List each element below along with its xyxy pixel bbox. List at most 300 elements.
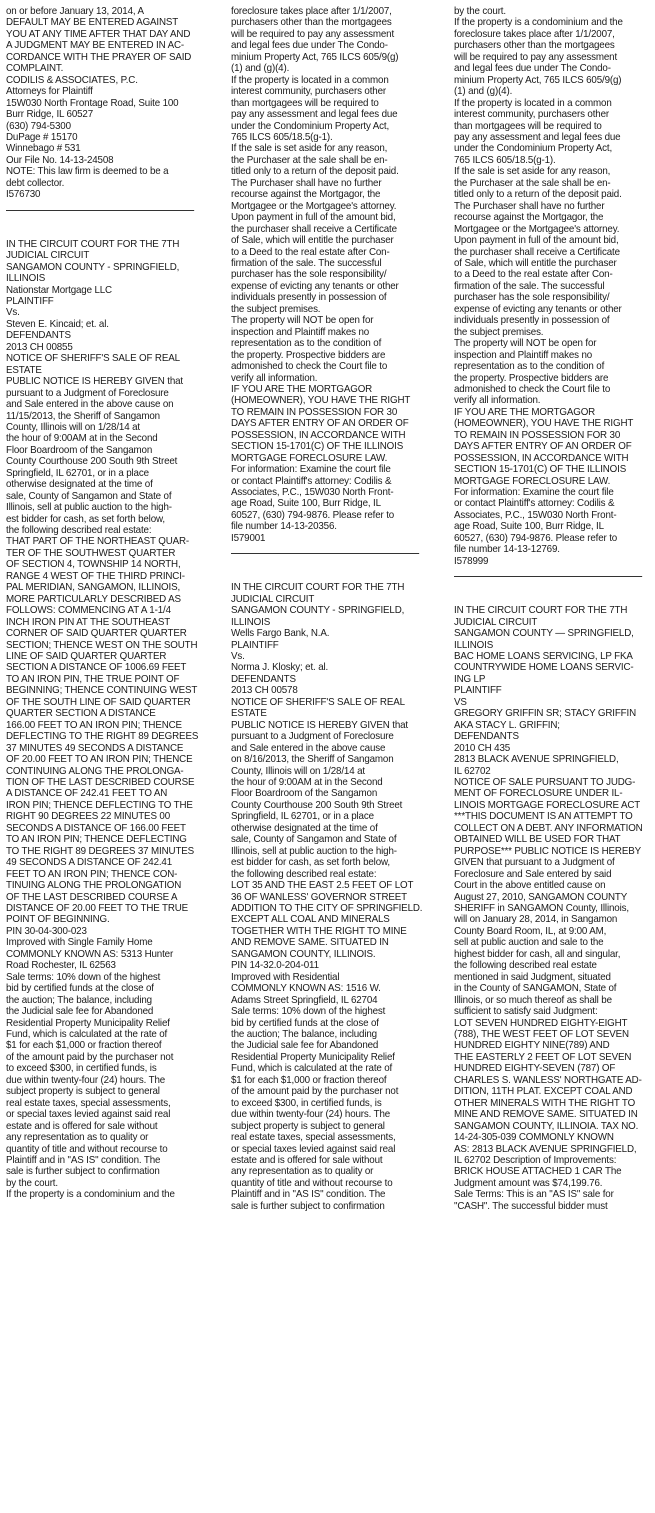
notice-line: DEFLECTING TO THE RIGHT 89 DEGREES: [6, 731, 199, 743]
notice-line: admonished to check the Court file to: [454, 383, 611, 395]
notice-line: IL 62702 Description of Improvements:: [454, 1154, 617, 1166]
notice-line: Springfield, IL 62701, or in a place: [6, 467, 149, 479]
notice-line: JUDICIAL CIRCUIT: [454, 616, 538, 628]
notice-line: PIN 14-32.0-204-011: [231, 960, 319, 972]
notice-line: If the sale is set aside for any reason,: [454, 166, 611, 178]
notice-line: est bidder for cash, as set forth below,: [231, 857, 390, 869]
notice-line: $1 for each $1,000 or fraction thereof: [231, 1074, 387, 1086]
notice-line: of Sale, which will entitle the purchaser: [454, 257, 617, 269]
notice-line: will be required to pay any assessment: [454, 51, 618, 63]
notice-line: MORE PARTICULARLY DESCRIBED AS: [6, 593, 181, 605]
notice-line: any representation as to quality or: [6, 1132, 149, 1144]
notice-divider: [454, 576, 642, 577]
notice-line: will be required to pay any assessment: [231, 28, 395, 40]
notice-line: purchasers other than the mortgagees: [454, 40, 615, 52]
notice-line: Floor Boardroom of the Sangamon: [231, 788, 378, 800]
notice-line: (1) and (g)(4).: [454, 86, 513, 98]
notice-line: Improved with Single Family Home: [6, 937, 153, 949]
notice-line: NOTE: This law firm is deemed to be a: [6, 166, 169, 178]
notice-line: MORTGAGE FORECLOSURE LAW.: [454, 475, 611, 487]
notice-line: Sale Terms: This is an "AS IS" sale for: [454, 1189, 614, 1201]
notice-line: COMMONLY KNOWN AS: 5313 Hunter: [6, 948, 174, 960]
notice-line: DAYS AFTER ENTRY OF AN ORDER OF: [454, 441, 632, 453]
notice-line: sale is further subject to confirmation: [6, 1166, 160, 1178]
notice-line: Upon payment in full of the amount bid,: [454, 235, 619, 247]
notice-line: INCH IRON PIN AT THE SOUTHEAST: [6, 616, 171, 628]
notice-line: RANGE 4 WEST OF THE THIRD PRINCI-: [6, 570, 185, 582]
notice-line: ***THIS DOCUMENT IS AN ATTEMPT TO: [454, 811, 633, 823]
notice-line: foreclosure takes place after 1/1/2007,: [231, 6, 392, 17]
notice-line: the hour of 9:00AM at in the Second: [6, 433, 158, 445]
notice-line: Residential Property Municipality Relief: [231, 1051, 395, 1063]
notice-line: Illinois, sell at public auction to the high-: [231, 845, 397, 857]
notice-line: For information: Examine the court file: [454, 487, 614, 499]
notice-line: Associates, P.C., 15W030 North Front-: [454, 509, 617, 521]
notice-line: IN THE CIRCUIT COURT FOR THE 7TH: [6, 238, 180, 250]
notice-line: PAL MERIDIAN, SANGAMON, ILLINOIS,: [6, 582, 181, 594]
notice-line: TO REMAIN IN POSSESSION FOR 30: [231, 406, 398, 418]
notice-line: DAYS AFTER ENTRY OF AN ORDER OF: [231, 418, 409, 430]
notice-line: 36 OF WANLESS' GOVERNOR STREET: [231, 891, 407, 903]
notice-line: and legal fees due under The Condo-: [454, 63, 611, 75]
notice-line: TOGETHER WITH THE RIGHT TO MINE: [231, 925, 407, 937]
notice-line: For information: Examine the court file: [231, 464, 391, 476]
notice-line: the subject premises.: [454, 326, 544, 338]
notice-line: verify all information.: [231, 372, 318, 384]
notice-line: representation as to the condition of: [231, 338, 382, 350]
notice-line: expense of evicting any tenants or other: [454, 303, 622, 315]
notice-line: OF THE SOUTH LINE OF SAID QUARTER: [6, 696, 191, 708]
notice-line: POINT OF BEGINNING.: [6, 914, 110, 926]
notice-line: 2013 CH 00578: [231, 685, 298, 697]
notice-line: sufficient to satisfy said Judgment:: [454, 1006, 598, 1018]
notice-line: the following described real estate:: [6, 525, 152, 537]
notice-line: Improved with Residential: [231, 971, 340, 983]
notice-line: debt collector.: [6, 177, 65, 189]
column-2: [231, 6, 425, 1212]
notice-line: Floor Boardroom of the Sangamon: [6, 444, 153, 456]
notice-line: HUNDRED EIGHTY-SEVEN (787) OF: [454, 1063, 616, 1075]
notice-line: Winnebago # 531: [6, 143, 81, 155]
notice-line: firmation of the sale. The successful: [454, 280, 605, 292]
notice-line: DEFENDANTS: [6, 330, 71, 342]
notice-line: County, Illinois will on 1/28/14 at: [6, 421, 140, 433]
notice-line: County Courthouse 200 South 9th Street: [6, 456, 178, 468]
notice-line: Plaintiff and in "AS IS" condition. The: [6, 1154, 161, 1166]
notice-line: If the property is a condominium and the: [454, 17, 623, 29]
notice-line: verify all information.: [454, 395, 541, 407]
notice-line: If the property is a condominium and the: [6, 1189, 175, 1201]
notice-line: VS: [454, 696, 467, 708]
notice-line: Attorneys for Plaintiff: [6, 86, 93, 98]
notice-line: ILLINOIS: [6, 273, 46, 285]
notice-line: HUNDRED EIGHTY NINE(789) AND: [454, 1040, 610, 1052]
notice-line: sell at public auction and sale to the: [454, 937, 604, 949]
notice-line: to exceed $300, in certified funds, is: [231, 1097, 382, 1109]
notice-line: age Road, Suite 100, Burr Ridge, IL: [231, 498, 381, 510]
notice-line: bid by certified funds at the close of: [231, 1017, 379, 1029]
notice-line: IRON PIN; THENCE DEFLECTING TO THE: [6, 799, 193, 811]
notice-line: Illinois, sell at public auction to the high-: [6, 502, 172, 514]
notice-line: 765 ILCS 605/18.5(g-1).: [231, 131, 333, 143]
notice-line: GREGORY GRIFFIN SR; STACY GRIFFIN: [454, 708, 636, 720]
notice-line: by the court.: [454, 6, 506, 17]
notice-line: BAC HOME LOANS SERVICING, LP FKA: [454, 651, 633, 663]
notice-line: estate and is offered for sale without: [6, 1120, 158, 1132]
notice-line: of Sale, which will entitle the purchaser: [231, 235, 394, 247]
notice-line: NOTICE OF SHERIFF'S SALE OF REAL: [231, 696, 405, 708]
notice-line: PUBLIC NOTICE IS HEREBY GIVEN that: [231, 719, 408, 731]
notice-line: the auction; The balance, including: [231, 1028, 377, 1040]
notice-line: COUNTRYWIDE HOME LOANS SERVIC-: [454, 662, 634, 674]
notice-line: SANGAMON COUNTY - SPRINGFIELD,: [6, 261, 180, 273]
notice-line: bid by certified funds at the close of: [6, 983, 154, 995]
notice-line: (HOMEOWNER), YOU HAVE THE RIGHT: [231, 395, 411, 407]
notice-line: in the County of SANGAMON, State of: [454, 983, 617, 995]
notice-line: minium Property Act, 765 ILCS 605/9(g): [231, 51, 399, 63]
notice-line: OF THE LAST DESCRIBED COURSE A: [6, 891, 178, 903]
notice-line: highest bidder for cash, all and singular,: [454, 948, 621, 960]
notice-line: minium Property Act, 765 ILCS 605/9(g): [454, 74, 622, 86]
notice-line: DEFENDANTS: [231, 673, 296, 685]
notice-line: DuPage # 15170: [6, 131, 78, 143]
notice-line: 37 MINUTES 49 SECONDS A DISTANCE: [6, 742, 184, 754]
notice-line: IN THE CIRCUIT COURT FOR THE 7TH: [454, 605, 628, 617]
notice-line: PUBLIC NOTICE IS HEREBY GIVEN that: [6, 376, 183, 388]
notice-line: PLAINTIFF: [454, 685, 502, 697]
notice-line: recourse against the Mortgagor, the: [231, 189, 381, 201]
notice-line: CHARLES S. WANLESS' NORTHGATE AD-: [454, 1074, 642, 1086]
notice-line: the auction; The balance, including: [6, 994, 152, 1006]
notice-line: SECTION 15-1701(C) OF THE ILLINOIS: [231, 441, 404, 453]
notice-line: firmation of the sale. The successful: [231, 257, 382, 269]
notice-line: CODILIS & ASSOCIATES, P.C.: [6, 74, 138, 86]
notice-line: under the Condominium Property Act,: [231, 120, 390, 132]
notice-line: sale is further subject to confirmation: [231, 1200, 385, 1212]
notice-line: 765 ILCS 605/18.5(g-1).: [454, 154, 556, 166]
column-1: [6, 6, 200, 1201]
notice-line: IN THE CIRCUIT COURT FOR THE 7TH: [231, 582, 405, 594]
notice-line: file number 14-13-12769.: [454, 544, 560, 556]
notice-line: QUARTER SECTION A DISTANCE: [6, 708, 156, 720]
notice-line: interest community, purchasers other: [231, 86, 386, 98]
notice-line: LOT SEVEN HUNDRED EIGHTY-EIGHT: [454, 1017, 628, 1029]
notice-line: ILLINOIS: [231, 616, 271, 628]
notice-line: titled only to a return of the deposit paid.: [231, 166, 399, 178]
notice-line: COMMONLY KNOWN AS: 1516 W.: [231, 983, 381, 995]
notice-line: purchasers other than the mortgagees: [231, 17, 392, 29]
notice-line: the property. Prospective bidders are: [454, 372, 609, 384]
notice-line: mentioned in said Judgment, situated: [454, 971, 611, 983]
notice-line: I578999: [454, 555, 489, 567]
notice-line: "CASH". The successful bidder must: [454, 1200, 608, 1212]
notice-line: August 27, 2010, SANGAMON COUNTY: [454, 891, 628, 903]
notice-line: the property. Prospective bidders are: [231, 349, 386, 361]
notice-line: Associates, P.C., 15W030 North Front-: [231, 487, 394, 499]
notice-line: foreclosure takes place after 1/1/2007,: [454, 28, 615, 40]
notice-line: Illinois, or so much thereof as shall be: [454, 994, 612, 1006]
notice-line: Court in the above entitled cause on: [454, 880, 606, 892]
notice-line: County Board Room, IL, at 9:00 AM,: [454, 925, 607, 937]
notice-line: Sale terms: 10% down of the highest: [6, 971, 161, 983]
notice-line: If the property is located in a common: [454, 97, 612, 109]
notice-line: COLLECT ON A DEBT. ANY INFORMATION: [454, 822, 643, 834]
notice-line: ING LP: [454, 673, 486, 685]
notice-line: AKA STACY L. GRIFFIN;: [454, 719, 560, 731]
notice-line: 2010 CH 435: [454, 742, 511, 754]
notice-line: NOTICE OF SALE PURSUANT TO JUDG-: [454, 777, 636, 788]
notice-line: SECTION A DISTANCE OF 1006.69 FEET: [6, 662, 187, 674]
notice-line: est bidder for cash, as set forth below,: [6, 513, 165, 525]
notice-divider: [6, 210, 194, 211]
notice-line: and Sale entered in the above cause: [231, 742, 386, 754]
notice-line: to exceed $300, in certified funds, is: [6, 1063, 157, 1075]
notice-line: ESTATE: [231, 708, 267, 720]
notice-line: or special taxes levied against said real: [6, 1109, 171, 1121]
notice-line: BRICK HOUSE ATTACHED 1 CAR The: [454, 1166, 622, 1178]
notice-line: expense of evicting any tenants or other: [231, 280, 399, 292]
notice-line: DEFAULT MAY BE ENTERED AGAINST: [6, 17, 179, 29]
notice-line: of the amount paid by the purchaser not: [6, 1051, 174, 1063]
notice-line: pay any assessment and legal fees due: [454, 131, 621, 143]
notice-line: otherwise designated at the time of: [231, 822, 378, 834]
notice-line: and Sale entered in the above cause on: [6, 399, 174, 411]
notice-line: the Purchaser at the sale shall be en-: [454, 177, 611, 189]
notice-line: under the Condominium Property Act,: [454, 143, 613, 155]
notice-line: CORNER OF SAID QUARTER QUARTER: [6, 628, 187, 640]
notice-line: to a Deed to the real estate after Con-: [231, 246, 390, 258]
notice-line: subject property is subject to general: [6, 1086, 160, 1098]
notice-line: interest community, purchasers other: [454, 109, 609, 121]
notice-line: Residential Property Municipality Relief: [6, 1017, 170, 1029]
notice-line: ESTATE: [6, 364, 42, 376]
notice-line: 2013 CH 00855: [6, 341, 73, 353]
notice-line: EXCEPT ALL COAL AND MINERALS: [231, 914, 390, 926]
notice-divider: [231, 553, 419, 554]
notice-line: the Judicial sale fee for Abandoned: [6, 1006, 154, 1018]
notice-line: If the property is located in a common: [231, 74, 389, 86]
notice-line: quantity of title and without recourse to: [231, 1177, 393, 1189]
notice-line: Springfield, IL 62701, or in a place: [231, 811, 374, 823]
notice-line: SECTION; THENCE WEST ON THE SOUTH: [6, 639, 198, 651]
notice-line: individuals presently in possession of: [231, 292, 387, 304]
notice-line: FEET TO AN IRON PIN; THENCE CON-: [6, 868, 178, 880]
notice-line: sale, County of Sangamon and State of: [231, 834, 397, 846]
notice-line: ADDITION TO THE CITY OF SPRINGFIELD.: [231, 902, 423, 914]
notice-line: I579001: [231, 532, 266, 544]
notice-line: Vs.: [231, 651, 245, 663]
notice-line: NOTICE OF SHERIFF'S SALE OF REAL: [6, 353, 180, 365]
notice-line: SHERIFF in SANGAMON County, Illinois,: [454, 902, 629, 914]
notice-line: OF 20.00 FEET TO AN IRON PIN; THENCE: [6, 754, 193, 766]
notice-line: pursuant to a Judgment of Foreclosure: [231, 731, 394, 743]
notice-line: Burr Ridge, IL 60527: [6, 109, 94, 121]
notice-line: the purchaser shall receive a Certificate: [231, 223, 397, 235]
notice-line: quantity of title and without recourse to: [6, 1143, 168, 1155]
notice-line: Wells Fargo Bank, N.A.: [231, 628, 330, 640]
notice-line: purchaser has the sole responsibility/: [454, 292, 610, 304]
notice-line: POSSESSION, IN ACCORDANCE WITH: [231, 429, 406, 441]
notice-line: DITION, 11TH PLAT. EXCEPT COAL AND: [454, 1086, 633, 1098]
notice-line: Fund, which is calculated at the rate of: [6, 1028, 168, 1040]
notice-line: TO AN IRON PIN, THE TRUE POINT OF: [6, 673, 180, 685]
notice-line: Road Rochester, IL 62563: [6, 960, 116, 972]
notice-line: file number 14-13-20356.: [231, 521, 337, 533]
legal-notice: [6, 6, 200, 201]
notice-line: LOT 35 AND THE EAST 2.5 FEET OF LOT: [231, 880, 414, 892]
notice-line: A DISTANCE OF 242.41 FEET TO AN: [6, 788, 168, 800]
notice-line: TINUING ALONG THE PROLONGATION: [6, 880, 182, 892]
legal-notice: [231, 6, 425, 544]
notice-line: Mortgagee or the Mortgagee's attorney.: [454, 223, 620, 235]
notice-line: the Judicial sale fee for Abandoned: [231, 1040, 379, 1052]
notice-line: 166.00 FEET TO AN IRON PIN; THENCE: [6, 719, 182, 731]
notice-line: IL 62702: [454, 765, 491, 777]
notice-line: SECONDS A DISTANCE OF 166.00 FEET: [6, 822, 186, 834]
notice-line: BEGINNING; THENCE CONTINUING WEST: [6, 685, 198, 697]
notice-line: Fund, which is calculated at the rate of: [231, 1063, 393, 1075]
notice-line: FOLLOWS: COMMENCING AT A 1-1/4: [6, 605, 171, 617]
notice-line: DEFENDANTS: [454, 731, 519, 743]
notice-line: AS: 2813 BLACK AVENUE SPRINGFIELD,: [454, 1143, 637, 1155]
notice-line: real estate taxes, special assessments,: [231, 1132, 396, 1144]
notice-line: TO AN IRON PIN; THENCE DEFLECTING: [6, 834, 187, 846]
notice-line: 14-24-305-039 COMMONLY KNOWN: [454, 1132, 614, 1144]
notice-line: otherwise designated at the time of: [6, 479, 153, 491]
notice-line: to a Deed to the real estate after Con-: [454, 269, 613, 281]
notice-line: estate and is offered for sale without: [231, 1154, 383, 1166]
notice-line: Nationstar Mortgage LLC: [6, 284, 112, 296]
notice-line: PIN 30-04-300-023: [6, 925, 87, 937]
notice-line: COMPLAINT.: [6, 63, 64, 75]
notice-line: subject property is subject to general: [231, 1120, 385, 1132]
notice-line: MORTGAGE FORECLOSURE LAW.: [231, 452, 388, 464]
notice-line: pay any assessment and legal fees due: [231, 109, 398, 121]
notice-line: THE EASTERLY 2 FEET OF LOT SEVEN: [454, 1051, 632, 1063]
notice-line: or contact Plaintiff's attorney: Codilis &: [454, 498, 615, 510]
legal-notice: [454, 6, 648, 567]
notice-line: age Road, Suite 100, Burr Ridge, IL: [454, 521, 604, 533]
notice-line: SANGAMON COUNTY, ILLINOIS.: [231, 948, 376, 960]
notice-line: Norma J. Klosky; et. al.: [231, 662, 329, 674]
notice-line: SANGAMON COUNTY - SPRINGFIELD,: [231, 605, 405, 617]
notice-line: If the sale is set aside for any reason,: [231, 143, 388, 155]
notice-line: MINE AND REMOVE SAME. SITUATED IN: [454, 1109, 638, 1121]
notice-line: LINOIS MORTGAGE FORECLOSURE ACT: [454, 799, 641, 811]
notice-line: 60527, (630) 794-9876. Please refer to: [231, 509, 395, 521]
notice-line: any representation as to quality or: [231, 1166, 374, 1178]
notice-line: County, Illinois will on 1/28/14 at: [231, 765, 365, 777]
notice-line: than mortgagees will be required to: [231, 97, 379, 109]
notice-line: due within twenty-four (24) hours. The: [231, 1109, 391, 1121]
notice-line: the following described real estate: [454, 960, 597, 972]
notice-line: PLAINTIFF: [6, 295, 54, 307]
notice-line: Adams Street Springfield, IL 62704: [231, 994, 378, 1006]
notice-line: The property will NOT be open for: [231, 315, 374, 327]
notice-line: (630) 794-5300: [6, 120, 71, 132]
notice-line: real estate taxes, special assessments,: [6, 1097, 171, 1109]
notice-line: the Purchaser at the sale shall be en-: [231, 154, 388, 166]
notice-line: MENT OF FORECLOSURE UNDER IL-: [454, 788, 623, 800]
notice-line: than mortgagees will be required to: [454, 120, 602, 132]
notice-line: RIGHT 90 DEGREES 22 MINUTES 00: [6, 811, 170, 823]
notice-line: PURPOSE*** PUBLIC NOTICE IS HEREBY: [454, 845, 641, 857]
notice-line: 60527, (630) 794-9876. Please refer to: [454, 532, 618, 544]
legal-notice: [6, 239, 200, 1201]
notice-line: (788), THE WEST FEET OF LOT SEVEN: [454, 1028, 629, 1040]
notice-line: will on January 28, 2014, in Sangamon: [454, 914, 618, 926]
notice-line: the subject premises.: [231, 303, 321, 315]
notice-line: titled only to a return of the deposit paid.: [454, 189, 622, 201]
notice-line: County Courthouse 200 South 9th Street: [231, 799, 403, 811]
notice-line: JUDICIAL CIRCUIT: [231, 593, 315, 605]
notice-line: representation as to the condition of: [454, 361, 605, 373]
notice-line: 2813 BLACK AVENUE SPRINGFIELD,: [454, 754, 619, 766]
notice-line: (HOMEOWNER), YOU HAVE THE RIGHT: [454, 418, 634, 430]
notice-line: CONTINUING ALONG THE PROLONGA-: [6, 765, 184, 777]
notice-line: A JUDGMENT MAY BE ENTERED IN AC-: [6, 40, 184, 52]
notice-line: Steven E. Kincaid; et. al.: [6, 318, 109, 330]
notice-line: SECTION 15-1701(C) OF THE ILLINOIS: [454, 464, 627, 476]
notice-line: the following described real estate:: [231, 868, 377, 880]
notice-line: Judgment amount was $74,199.76.: [454, 1177, 603, 1189]
notice-line: The Purchaser shall have no further: [454, 200, 605, 212]
notice-line: recourse against the Mortgagor, the: [454, 212, 604, 224]
notice-line: TO REMAIN IN POSSESSION FOR 30: [454, 429, 621, 441]
notice-line: purchaser has the sole responsibility/: [231, 269, 387, 281]
notice-line: Sale terms: 10% down of the highest: [231, 1006, 386, 1018]
notice-line: the purchaser shall receive a Certificate: [454, 246, 620, 258]
notice-line: AND REMOVE SAME. SITUATED IN: [231, 937, 389, 949]
notice-line: by the court.: [6, 1177, 58, 1189]
notice-line: of the amount paid by the purchaser not: [231, 1086, 399, 1098]
notice-line: OF SECTION 4, TOWNSHIP 14 NORTH,: [6, 559, 181, 571]
notice-line: Foreclosure and Sale entered by said: [454, 868, 612, 880]
notice-line: admonished to check the Court file to: [231, 361, 388, 373]
column-3: [454, 6, 648, 1212]
notice-line: CORDANCE WITH THE PRAYER OF SAID: [6, 51, 192, 63]
notice-line: TER OF THE SOUTHWEST QUARTER: [6, 547, 176, 559]
legal-notice: [231, 582, 425, 1212]
notice-line: The property will NOT be open for: [454, 338, 597, 350]
notice-line: individuals presently in possession of: [454, 315, 610, 327]
notice-line: $1 for each $1,000 or fraction thereof: [6, 1040, 162, 1052]
notice-line: 49 SECONDS A DISTANCE OF 242.41: [6, 857, 173, 869]
notice-line: Our File No. 14-13-24508: [6, 154, 114, 166]
notice-line: due within twenty-four (24) hours. The: [6, 1074, 166, 1086]
notice-line: or contact Plaintiff's attorney: Codilis &: [231, 475, 392, 487]
notice-line: SANGAMON COUNTY, ILLINOIA. TAX NO.: [454, 1120, 639, 1132]
notice-line: POSSESSION, IN ACCORDANCE WITH: [454, 452, 629, 464]
notice-line: SANGAMON COUNTY — SPRINGFIELD,: [454, 628, 634, 640]
notice-line: 11/15/2013, the Sheriff of Sangamon: [6, 410, 160, 422]
notice-line: YOU AT ANY TIME AFTER THAT DAY AND: [6, 28, 191, 40]
notice-line: or special taxes levied against said real: [231, 1143, 396, 1155]
notice-line: 15W030 North Frontage Road, Suite 100: [6, 97, 179, 109]
legal-notice: [454, 605, 648, 1212]
notice-line: sale, County of Sangamon and State of: [6, 490, 172, 502]
notice-line: DISTANCE OF 20.00 FEET TO THE TRUE: [6, 902, 189, 914]
notice-line: inspection and Plaintiff makes no: [454, 349, 593, 361]
notice-line: Vs.: [6, 307, 20, 319]
notice-line: Upon payment in full of the amount bid,: [231, 212, 396, 224]
notice-line: GIVEN that pursuant to a Judgment of: [454, 857, 615, 869]
notice-line: inspection and Plaintiff makes no: [231, 326, 370, 338]
notice-line: The Purchaser shall have no further: [231, 177, 382, 189]
notice-line: IF YOU ARE THE MORTGAGOR: [231, 383, 373, 395]
notice-line: IF YOU ARE THE MORTGAGOR: [454, 406, 596, 418]
notice-line: the hour of 9:00AM at in the Second: [231, 777, 383, 788]
